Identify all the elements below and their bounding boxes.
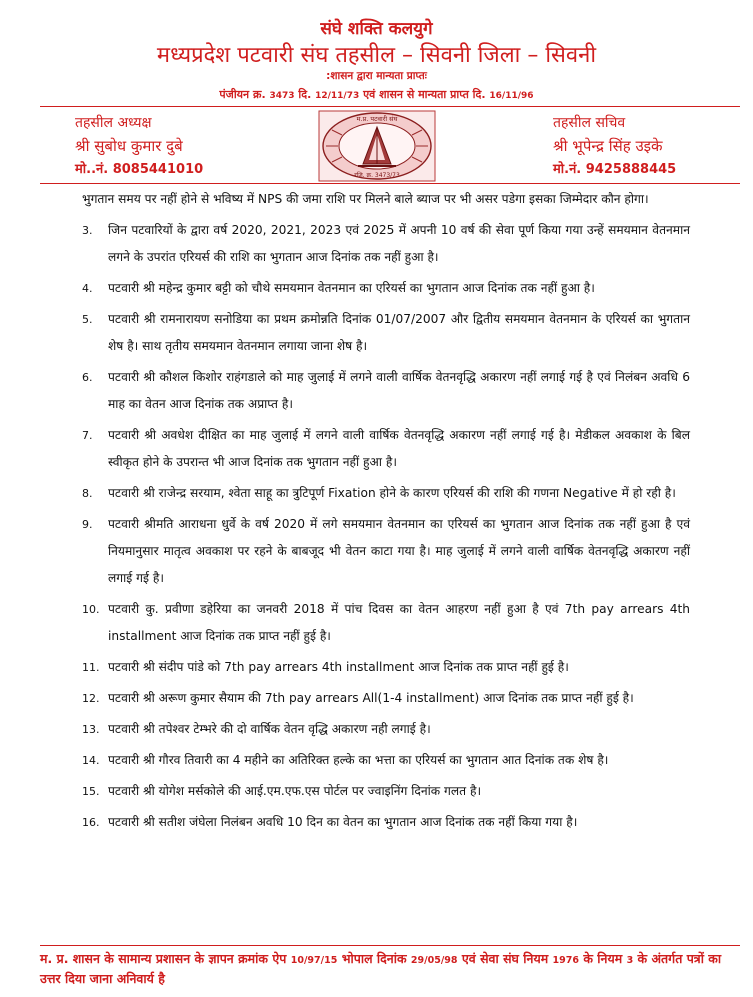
list-item <box>82 778 690 805</box>
reg-number: 3473 <box>269 91 295 101</box>
footer-memo-date: 29/05/98 <box>410 955 458 966</box>
list-item <box>82 364 690 418</box>
list-item-text: जिन पटवारियों के द्वारा वर्ष 2020, 2021, 2023 एवं 2025 में अपनी 10 वर्ष की सेवा पूर्ण किया गया उन्हें समयमान वेतनमान लगने के उपरांत एरियर्स की राशि का भुगतान आज दिनांक तक नहीं हुआ है। <box>108 223 690 264</box>
list-item-text: पटवारी श्री अरूण कुमार सैयाम की 7th pay arrears All(1-4 installment) आज दिनांक तक प्राप्त नहीं हुई है। <box>108 691 634 705</box>
list-item <box>82 809 690 836</box>
list-item-text: पटवारी श्री रामनारायण सनोडिया का प्रथम क्रमोन्नति दिनांक 01/07/2007 और द्वितीय समयमान वेतनमान के एरियर्स का भुगतान शेष है। साथ तृतीय समयमान वेतनमान लगाया जाना शेष है। <box>108 312 690 353</box>
recog-label: एवं शासन से मान्यता प्राप्त दि. <box>363 88 486 101</box>
list-item-number: 5. <box>82 313 93 326</box>
list-item-number: 4. <box>82 282 93 295</box>
list-item <box>82 596 690 650</box>
continuation-paragraph: भुगतान समय पर नहीं होने से भविष्य में NPS की जमा राशि पर मिलने बाले ब्याज पर भी असर पडेगा इसका जिम्मेदार कौन होगा। <box>82 192 649 206</box>
list-item-text: पटवारी श्री तपेश्वर टेम्भरे की दो वार्षिक वेतन वृद्धि अकारण नही लगाई है। <box>108 722 431 736</box>
list-item-number: 14. <box>82 754 100 767</box>
secretary-role: तहसील सचिव <box>553 115 626 131</box>
list-item-number: 7. <box>82 429 93 442</box>
list-item-number: 13. <box>82 723 100 736</box>
union-slogan: संघे शक्ति कलयुगे <box>320 19 433 39</box>
union-title: मध्यप्रदेश पटवारी संघ तहसील – सिवनी जिला – सिवनी <box>156 43 597 68</box>
footer-divider <box>40 945 740 946</box>
list-item-number: 11. <box>82 661 100 674</box>
list-item-text: पटवारी श्रीमति आराधना धुर्वे के वर्ष 2020 में लगे समयमान वेतनमान का एरियर्स का भुगतान आज दिनांक तक नहीं हुआ है एवं नियमानुसार मातृत्व अवकाश पर रहने के बाबजूद भी वेतन काटा गया है। माह जुलाई में लगने वाली वार्षिक वेतनवृद्धि अकारण नहीं लगाई गई है। <box>108 517 690 585</box>
secretary-phone-label: मो.नं. <box>553 162 582 177</box>
list-item-text: पटवारी कु. प्रवीणा डहेरिया का जनवरी 2018 में पांच दिवस का वेतन आहरण नहीं हुआ है एवं 7th pay arrears 4th installment आज दिनांक तक प्राप्त नहीं हुई है। <box>108 602 690 643</box>
list-item <box>82 480 690 507</box>
list-item-number: 10. <box>82 603 100 616</box>
list-item <box>82 716 690 743</box>
header-top-divider <box>40 106 740 107</box>
reg-date-label: दि. <box>298 88 312 101</box>
list-item-number: 8. <box>82 487 93 500</box>
registration-line <box>0 87 753 102</box>
list-item-text: पटवारी श्री गौरव तिवारी का 4 महीने का अतिरिक्त हल्के का भत्ता का एरियर्स का भुगतान आत दिनांक तक शेष है। <box>108 753 609 767</box>
list-item-number: 15. <box>82 785 100 798</box>
reg-date: 12/11/73 <box>315 91 360 101</box>
seal-text-bottom: रजि. क्र. 3473/73 <box>354 172 400 179</box>
list-item-text: पटवारी श्री महेन्द्र कुमार बट्टी को चौथे समयमान वेतनमान का एरियर्स का भुगतान आज दिनांक तक नहीं हुआ है। <box>108 281 595 295</box>
footer-rule-year: 1976 <box>552 955 579 966</box>
president-phone-number: 8085441010 <box>112 162 204 177</box>
list-item-text: पटवारी श्री अवधेश दीक्षित का माह जुलाई में लगने वाली वार्षिक वेतनवृद्धि अकारण नहीं लगाई गई है। मेडीकल अवकाश के बिल स्वीकृत होने के उपरान्त भी आज दिनांक तक भुगतान नहीं हुआ है। <box>108 428 690 469</box>
list-item-number: 16. <box>82 816 100 829</box>
tehsil-president-block <box>75 112 255 181</box>
recog-date: 16/11/96 <box>489 91 534 101</box>
list-item-number: 6. <box>82 371 93 384</box>
footer-text-4: के नियम <box>583 951 623 966</box>
list-item <box>82 747 690 774</box>
footer-notice <box>40 950 740 988</box>
list-item <box>82 306 690 360</box>
list-item-text: पटवारी श्री कौशल किशोर राहंगडाले को माह जुलाई में लगने वाली वार्षिक वेतनवृद्धि अकारण नहीं लगाई गई है एवं निलंबन अवधि 6 माह का वेतन आज दिनांक तक अप्राप्त है। <box>108 370 691 411</box>
footer-text-2: भोपाल दिनांक <box>341 951 407 966</box>
list-item <box>82 275 690 302</box>
letterhead <box>0 0 753 186</box>
list-item-text: पटवारी श्री योगेश मर्सकोले की आई.एम.एफ.एस पोर्टल पर ज्वाइनिंग दिनांक गलत है। <box>108 784 482 798</box>
union-seal-logo <box>318 110 436 182</box>
footer-memo-number: 10/97/15 <box>290 955 338 966</box>
list-item <box>82 511 690 592</box>
reg-label: पंजीयन क्र. <box>219 88 266 101</box>
list-item-text: पटवारी श्री सतीश जंघेला निलंबन अवधि 10 दिन का वेतन का भुगतान आज दिनांक तक नहीं किया गया है। <box>108 815 578 829</box>
list-item-number: 9. <box>82 518 93 531</box>
letter-body <box>82 186 690 836</box>
secretary-phone <box>553 159 733 181</box>
secretary-phone-number: 9425888445 <box>585 162 677 177</box>
list-item <box>82 685 690 712</box>
list-item <box>82 422 690 476</box>
list-item-number: 3. <box>82 224 93 237</box>
seal-text-top: म.प्र. पटवारी संघ <box>356 115 398 123</box>
secretary-name: श्री भूपेन्द्र सिंह उइके <box>553 137 663 155</box>
president-phone <box>75 159 255 181</box>
tehsil-secretary-block <box>553 112 733 181</box>
issue-list <box>82 217 690 836</box>
list-item-text: पटवारी श्री राजेन्द्र सरयाम, श्वेता साहू का त्रुटिपूर्ण Fixation होने के कारण एरियर्स की राशि की गणना Negative में हो रही है। <box>108 486 676 500</box>
president-name: श्री सुबोध कुमार दुबे <box>75 137 183 155</box>
list-item <box>82 654 690 681</box>
footer-text-3: एवं सेवा संघ नियम <box>461 951 549 966</box>
footer-text-1: म. प्र. शासन के सामान्य प्रशासन के ज्ञापन क्रमांक ऐप <box>40 951 287 966</box>
recognition-line: :शासन द्वारा मान्यता प्राप्तः <box>326 70 427 82</box>
footer-text-5: के अंतर्गत पत्रों का उत्तर दिया जाना अनिवार्य है <box>40 951 722 986</box>
president-role: तहसील अध्यक्ष <box>75 115 152 131</box>
list-item-text: पटवारी श्री संदीप पांडे को 7th pay arrears 4th installment आज दिनांक तक प्राप्त नहीं हुई है। <box>108 660 569 674</box>
list-item <box>82 217 690 271</box>
list-item-number: 12. <box>82 692 100 705</box>
header-bottom-divider <box>40 183 740 184</box>
footer-rule-number: 3 <box>626 955 634 966</box>
president-phone-label: मो..नं. <box>75 162 109 177</box>
